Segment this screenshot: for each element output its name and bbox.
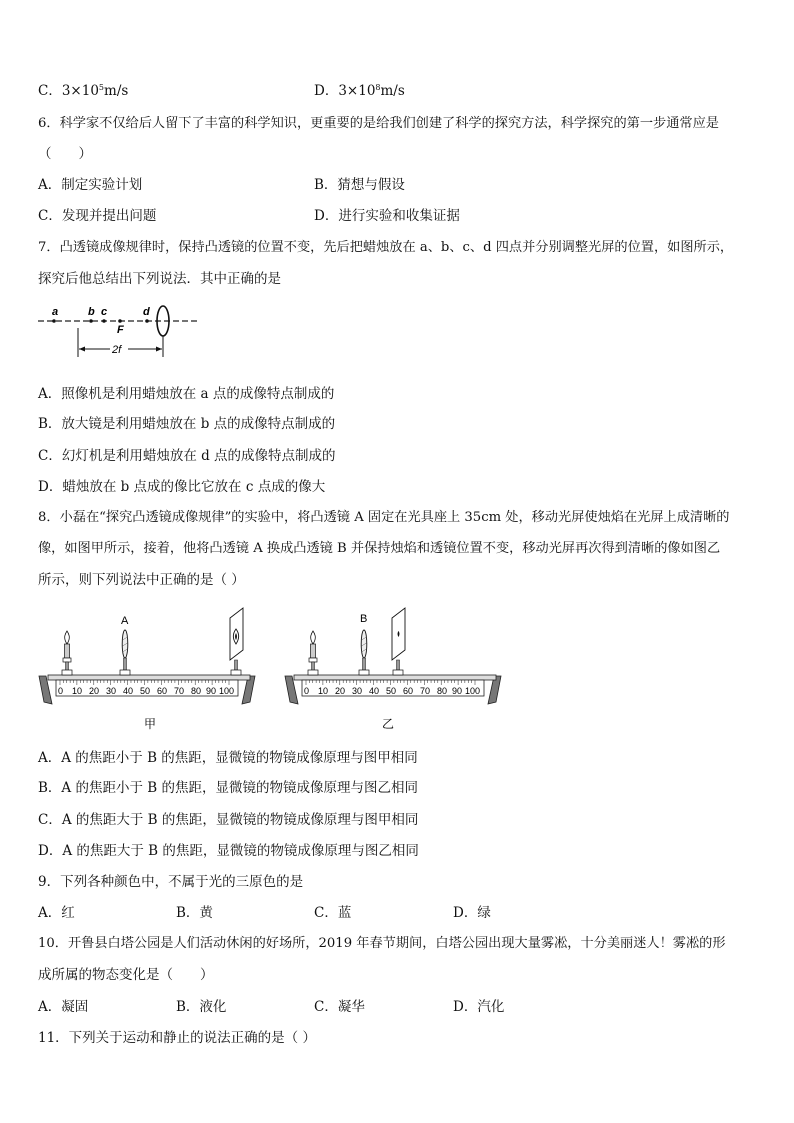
scale-label-20: 20	[89, 686, 100, 696]
q8-option-b: B．A 的焦距小于 B 的焦距，显微镜的物镜成像原理与图乙相同	[38, 780, 418, 796]
q7-stem-line2: 探究后他总结出下列说法．其中正确的是	[38, 271, 281, 287]
lens-a-label: A	[121, 615, 129, 627]
scale-label-30: 30	[106, 686, 117, 696]
scale-label-0: 0	[58, 686, 64, 696]
lens-a	[120, 630, 130, 675]
scale-label-20: 20	[335, 686, 346, 696]
scale-label-70: 70	[174, 686, 185, 696]
scale-label-60: 60	[403, 686, 414, 696]
q7-option-c: C．幻灯机是利用蜡烛放在 d 点的成像特点制成的	[38, 448, 336, 464]
q6-stem-line2: （ ）	[38, 146, 92, 162]
q5-option-d: D．$3\times 10^8m/s$	[314, 83, 405, 99]
q8-option-a: A．A 的焦距小于 B 的焦距，显微镜的物镜成像原理与图甲相同	[38, 750, 418, 766]
label-a: a	[52, 306, 59, 318]
dim-arrow-left	[79, 347, 85, 352]
q10-stem-line1: 10．开鲁县白塔公园是人们活动休闲的好场所，2019 年春节期间，白塔公园出现大量雾凇，十分美丽迷人！雾凇的形	[38, 936, 726, 951]
q6-option-a: A．制定实验计划	[38, 177, 143, 193]
q7-lens-figure	[36, 300, 206, 362]
q10-stem-line2: 成所属的物态变化是（ ）	[38, 967, 214, 983]
point-a-dot	[52, 319, 56, 323]
scale-label-80: 80	[437, 686, 448, 696]
label-c: c	[101, 306, 108, 318]
scale-label-100: 100	[465, 686, 481, 696]
scale-label-60: 60	[157, 686, 168, 696]
q9-option-d: D．绿	[453, 905, 491, 921]
point-c-dot	[102, 319, 106, 323]
label-d: d	[143, 306, 150, 318]
label-b: b	[88, 306, 95, 318]
point-d-dot	[145, 319, 149, 323]
scale-label-0: 0	[304, 686, 310, 696]
dim-arrow-right	[156, 347, 162, 352]
candle	[308, 631, 318, 675]
q7-option-b: B．放大镜是利用蜡烛放在 b 点的成像特点制成的	[38, 416, 336, 432]
scale-label-10: 10	[318, 686, 329, 696]
q9-stem: 9．下列各种颜色中，不属于光的三原色的是	[38, 874, 304, 890]
q6-option-b: B．猜想与假设	[314, 177, 405, 193]
caption-jia: 甲	[144, 717, 157, 731]
light-screen	[230, 608, 243, 675]
q10-option-a: A．凝固	[38, 999, 89, 1015]
scale-label-50: 50	[386, 686, 397, 696]
point-f-dot	[118, 319, 122, 323]
caption-yi: 乙	[382, 717, 395, 731]
q6-stem-line1: 6．科学家不仅给后人留下了丰富的科学知识，更重要的是给我们创建了科学的探究方法，科学探究的第一步通常应是	[38, 116, 719, 131]
candle	[62, 631, 72, 675]
q9-option-b: B．黄	[176, 905, 213, 921]
q6-option-d: D．进行实验和收集证据	[314, 208, 460, 224]
label-2f: 2f	[112, 344, 122, 356]
q7-option-a: A．照像机是利用蜡烛放在 a 点的成像特点制成的	[38, 386, 335, 402]
scale-label-40: 40	[369, 686, 380, 696]
scale-label-50: 50	[140, 686, 151, 696]
lens-b-label: B	[360, 613, 368, 625]
q8-stem-line1: 8．小磊在“探究凸透镜成像规律”的实验中，将凸透镜 A 固定在光具座上 35cm 处，移动光屏使烛焰在光屏上成清晰的	[38, 510, 730, 525]
scale-label-90: 90	[206, 686, 217, 696]
q10-option-b: B．液化	[176, 999, 227, 1015]
lens-b	[359, 630, 369, 675]
q8-option-d: D．A 的焦距大于 B 的焦距，显微镜的物镜成像原理与图乙相同	[38, 843, 419, 859]
scale-label-70: 70	[420, 686, 431, 696]
scale-label-80: 80	[191, 686, 202, 696]
label-focal-point: F	[117, 324, 124, 336]
q8-stem-line2: 像，如图甲所示，接着，他将凸透镜 A 换成凸透镜 B 并保持烛焰和透镜位置不变，移动光屏再次得到清晰的像如图乙	[38, 541, 721, 556]
q8-option-c: C．A 的焦距大于 B 的焦距，显微镜的物镜成像原理与图甲相同	[38, 812, 419, 828]
light-screen	[392, 608, 405, 675]
q10-option-c: C．凝华	[314, 999, 365, 1015]
q8-optical-bench-jia	[36, 600, 266, 740]
q7-stem-line1: 7．凸透镜成像规律时，保持凸透镜的位置不变，先后把蜡烛放在 a、b、c、d 四点并分别调整光屏的位置，如图所示，	[38, 240, 734, 255]
q9-option-c: C．蓝	[314, 905, 352, 921]
q9-option-a: A．红	[38, 905, 75, 921]
q6-option-c: C．发现并提出问题	[38, 208, 157, 224]
scale-label-30: 30	[352, 686, 363, 696]
q8-stem-line3: 所示，则下列说法中正确的是（ ）	[38, 572, 245, 588]
q7-option-d: D．蜡烛放在 b 点成的像比它放在 c 点成的像大	[38, 479, 326, 495]
q11-stem: 11．下列关于运动和静止的说法正确的是（ ）	[38, 1030, 316, 1046]
q5-option-c: C．$3\times 10^5m/s$	[38, 83, 129, 99]
point-b-dot	[89, 319, 93, 323]
bench-rail	[294, 675, 496, 680]
q10-option-d: D．汽化	[453, 999, 505, 1015]
scale-label-100: 100	[219, 686, 235, 696]
scale-label-90: 90	[452, 686, 463, 696]
bench-rail	[48, 675, 250, 680]
scale-label-40: 40	[123, 686, 134, 696]
scale-label-10: 10	[72, 686, 83, 696]
q8-optical-bench-yi	[282, 600, 512, 740]
